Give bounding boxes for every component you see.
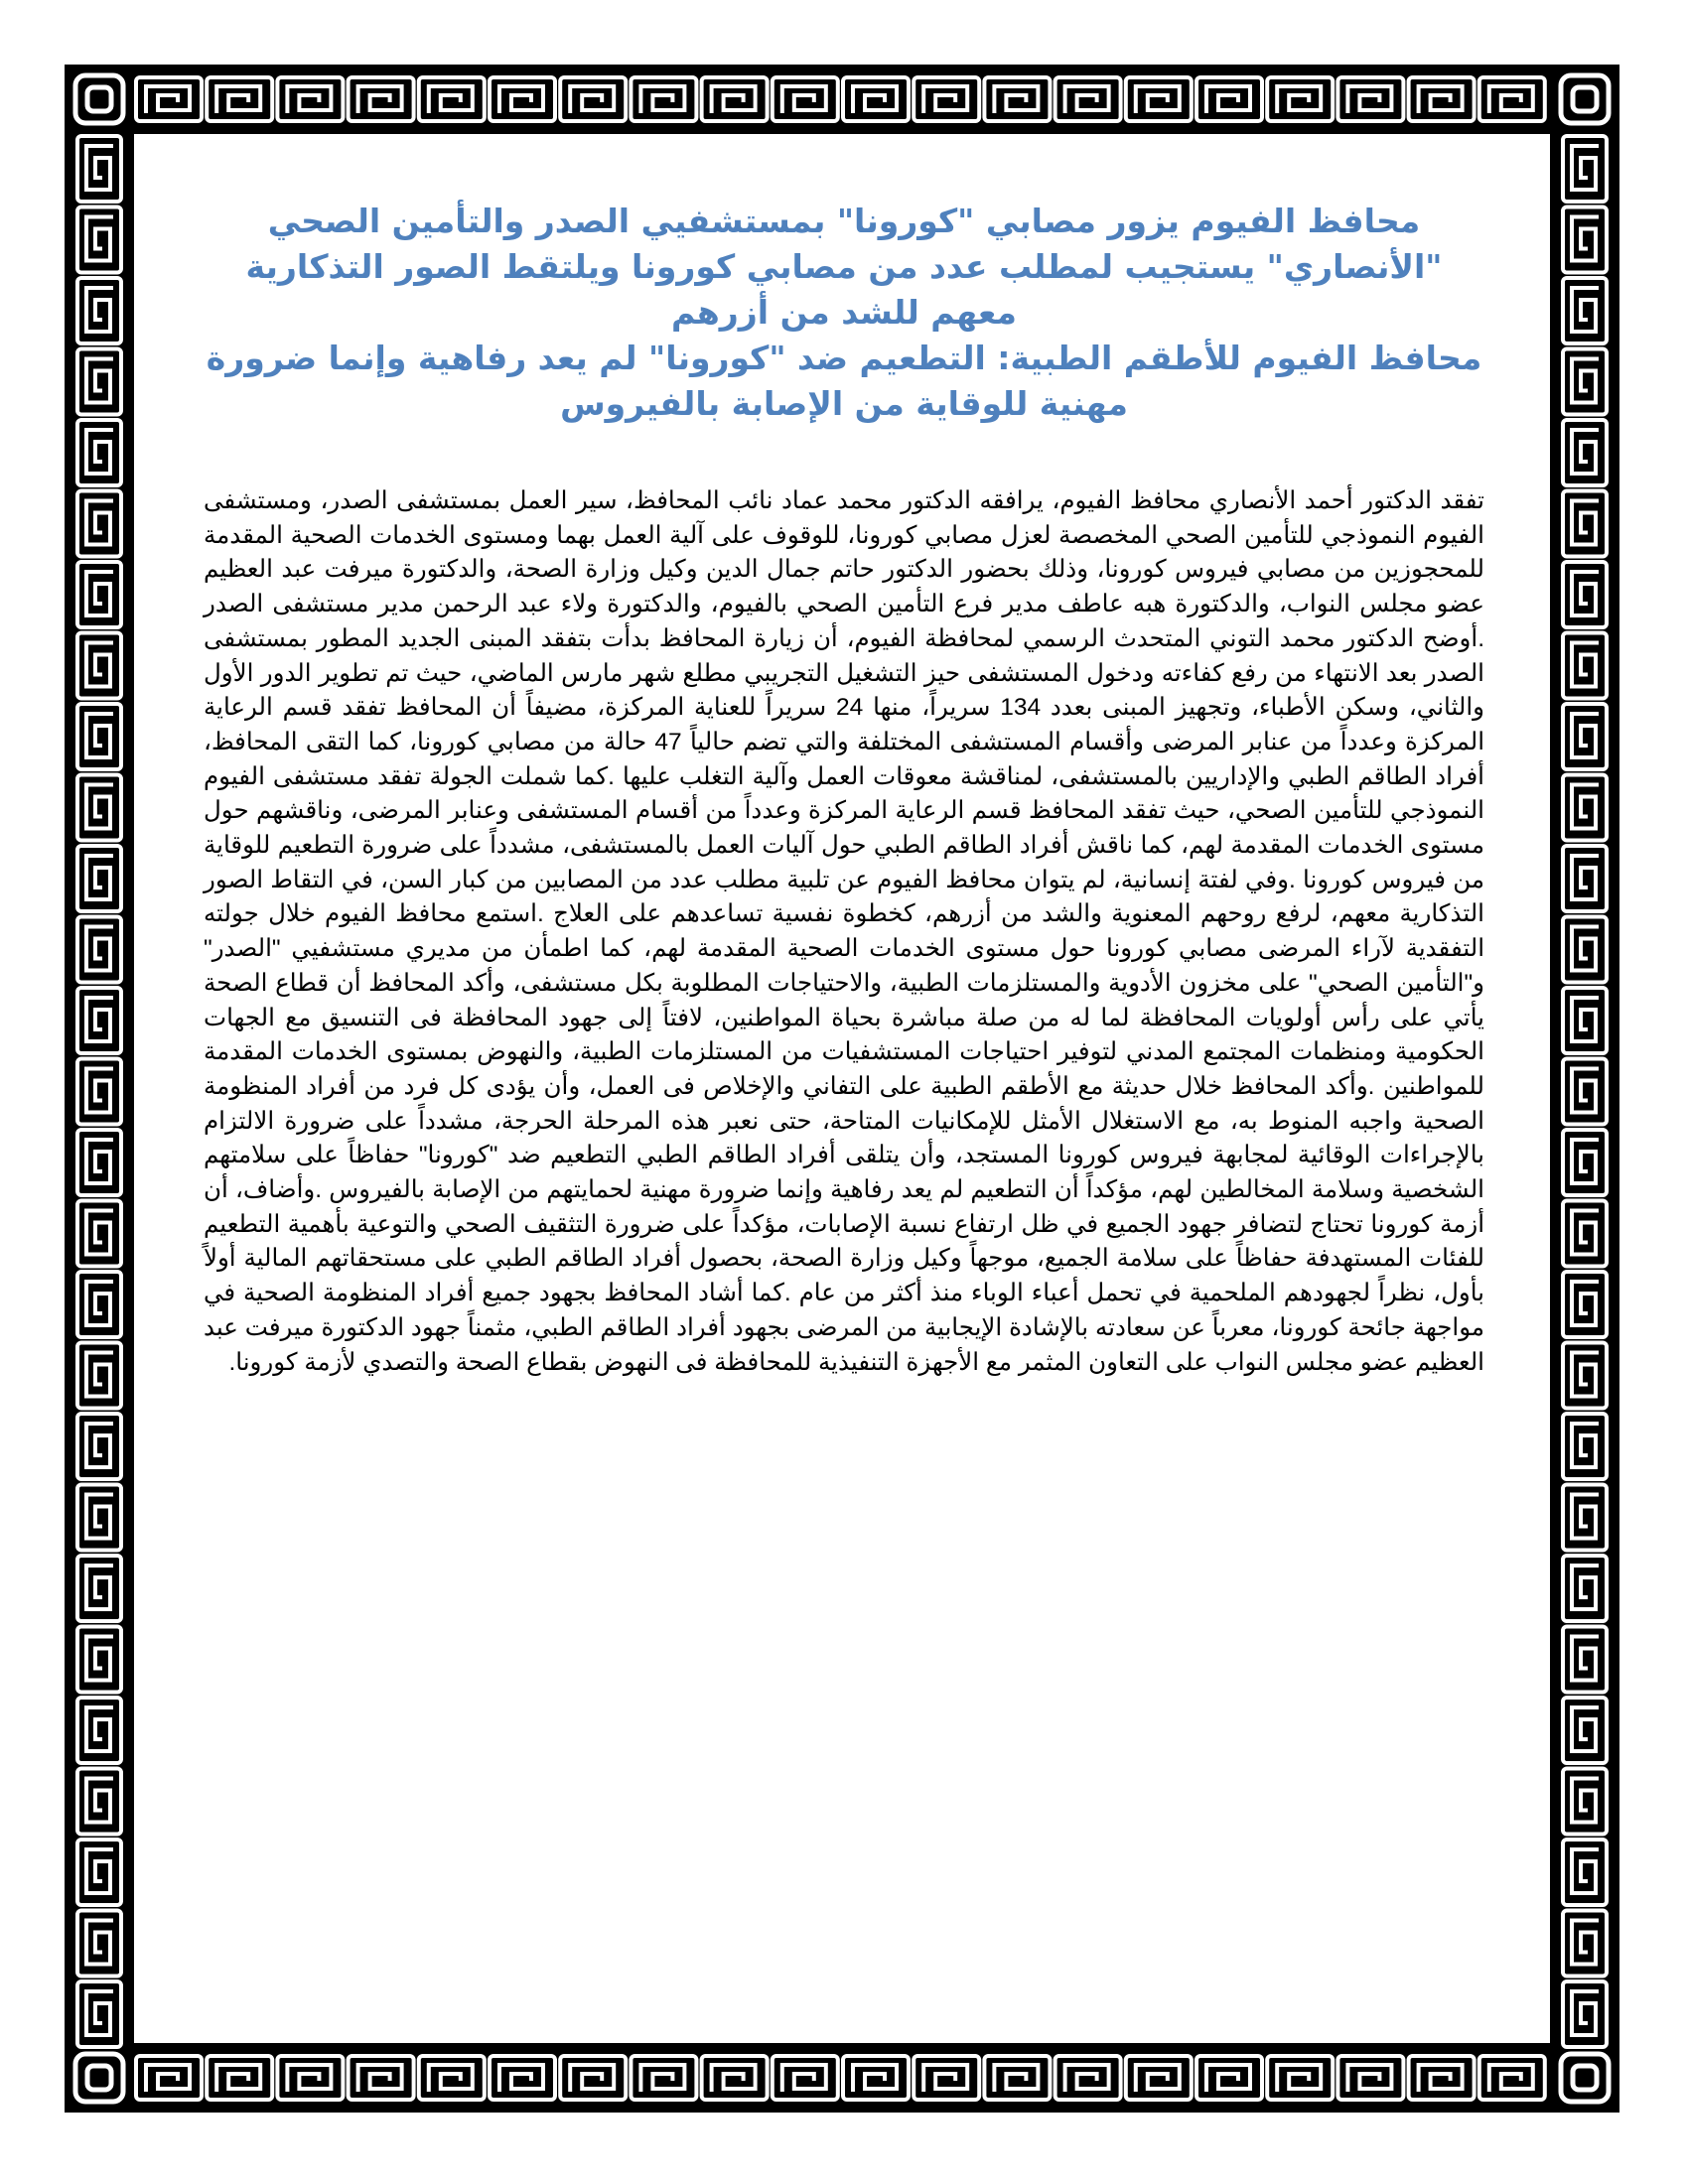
border-key-tile [1563,207,1607,273]
subheadline-line: مهنية للوقاية من الإصابة بالفيروس [560,384,1128,423]
border-key-tile [1337,2056,1403,2100]
border-key-tile [1563,1769,1607,1835]
border-key-tile [77,207,121,273]
border-key-tile [1196,2056,1262,2100]
article-body: تفقد الدكتور أحمد الأنصاري محافظ الفيوم، يرافقه الدكتور محمد عماد نائب المحافظ، سير العمل بمستشفى الصدر، ومستشفى الفيوم النموذجي للتأمين الصحي المخصصة لعزل مصابي كورونا، للوقوف على آلية العمل بهما ومستوى الخدمات الصحية المقدمة للمحجوزين من مصابي فيروس كورونا، وذلك بحضور الدكتور حاتم جمال الدين وكيل وزارة الصحة، والدكتورة ميرفت عبد العظيم عضو مجلس النواب، والدكتورة هبه عاطف مدير فرع التأمين الصحي بالفيوم، والدكتورة ولاء عبد الرحمن مدير مستشفى الصدر .أوضح الدكتور محمد التوني المتحدث الرسمي لمحافظة الفيوم، أن زيارة المحافظ بدأت بتفقد المبنى الجديد المطور بمستشفى الصدر بعد الانتهاء من رفع كفاءته ودخول المستشفى حيز التشغيل التجريبي مطلع شهر مارس الماضي، حيث تم تطوير الدور الأول والثاني، وسكن الأطباء، وتجهيز المبنى بعدد 134 سريراً، منها 24 سريراً للعناية المركزة، مضيفاً أن المحافظ تفقد قسم الرعاية المركزة وعدداً من عنابر المرضى وأقسام المستشفى المختلفة والتي تضم حالياً 47 حالة من مصابي كورونا، كما التقى المحافظ، أفراد الطاقم الطبي والإداريين بالمستشفى، لمناقشة معوقات العمل وآلية التغلب عليها .كما شملت الجولة تفقد مستشفى الفيوم النموذجي للتأمين الصحي، حيث تفقد المحافظ قسم الرعاية المركزة وعدداً من أقسام المستشفى وعنابر المرضى، وناقشهم حول مستوى الخدمات المقدمة لهم، كما ناقش أفراد الطاقم الطبي حول آليات العمل بالمستشفى، مشدداً على ضرورة التطعيم للوقاية من فيروس كورونا .وفي لفتة إنسانية، لم يتوان محافظ الفيوم عن تلبية مطلب عدد من المصابين من كبار السن، في التقاط الصور التذكارية معهم، لرفع روحهم المعنوية والشد من أزرهم، كخطوة نفسية تساعدهم على العلاج .استمع محافظ الفيوم خلال جولته التفقدية لآراء المرضى مصابي كورونا حول مستوى الخدمات الصحية المقدمة لهم، كما اطمأن من مديري مستشفيي "الصدر" و"التأمين الصحي" على مخزون الأدوية والمستلزمات الطبية، والاحتياجات المطلوبة بكل مستشفى، وأكد المحافظ أن قطاع الصحة يأتي على رأس أولويات المحافظة لما له من صلة مباشرة بحياة المواطنين، لافتاً إلى جهود المحافظة فى التنسيق مع الجهات الحكومية ومنظمات المجتمع المدني لتوفير احتياجات المستشفيات من المستلزمات الطبية، والنهوض بمستوى الخدمات المقدمة للمواطنين .وأكد المحافظ خلال حديثة مع الأطقم الطبية على التفاني والإخلاص فى العمل، وأن يؤدى كل فرد من أفراد المنظومة الصحية واجبه المنوط به، مع الاستغلال الأمثل للإمكانيات المتاحة، حتى نعبر هذه المرحلة الحرجة، مشدداً على ضرورة الالتزام بالإجراءات الوقائية لمجابهة فيروس كورونا المستجد، وأن يتلقى أفراد الطاقم الطبي التطعيم ضد "كورونا" حفاظاً على سلامتهم الشخصية وسلامة المخالطين لهم، مؤكداً أن التطعيم لم يعد رفاهية وإنما ضرورة مهنية لحمايتهم من الإصابة بالفيروس .وأضاف، أن أزمة كورونا تحتاج لتضافر جهود الجميع في ظل ارتفاع نسبة الإصابات، مؤكداً على ضرورة التثقيف الصحي والتوعية بأهمية التطعيم للفئات المستهدفة حفاظاً على سلامة الجميع، موجهاً وكيل وزارة الصحة، بحصول أفراد الطاقم الطبي على مستحقاتهم المالية أولاً بأول، نظراً لجهودهم الملحمية في تحمل أعباء الوباء منذ أكثر من عام .كما أشاد المحافظ بجهود جميع أفراد المنظومة الصحية في مواجهة جائحة كورونا، معرباً عن سعادته بالإشادة الإيجابية من المرضى بجهود أفراد الطاقم الطبي، مثمناً جهود الدكتورة ميرفت عبد العظيم عضو مجلس النواب على التعاون المثمر مع الأجهزة التنفيذية للمحافظة فى النهوض بقطاع الصحة والتصدي لأزمة كورونا. [204,487,1485,1376]
border-key-tile [1563,1414,1607,1479]
border-key-tile [1563,1840,1607,1905]
border-key-tile [77,1911,121,1977]
border-key-tile [77,633,121,699]
border-key-tile [1126,2056,1192,2100]
border-key-tile [136,2056,202,2100]
border-key-tile [1563,1981,1607,2047]
border-key-tile [490,77,555,121]
border-key-tile [1563,136,1607,202]
border-key-tile [77,1130,121,1195]
border-key-tile [77,1981,121,2047]
border-key-tile [1563,562,1607,627]
border-key-tile [1563,704,1607,769]
border-key-tile [843,2056,909,2100]
border-key-tile [77,136,121,202]
border-key-tile [77,1698,121,1763]
border-key-tile [1267,77,1333,121]
border-key-tile [1563,1201,1607,1267]
border-key-tile [77,846,121,911]
border-key-tile [702,2056,768,2100]
border-key-tile [1563,1556,1607,1621]
border-key-tile [560,77,626,121]
border-key-tile [984,2056,1050,2100]
border-key-tile [1563,349,1607,415]
headline-block [204,199,1484,427]
border-key-tile [277,2056,343,2100]
border-key-tile [1563,491,1607,557]
border-key-tile [1563,1698,1607,1763]
border-key-tile [1479,77,1545,121]
corner-ornament-bottom-left [75,2054,123,2102]
border-key-tile [77,1059,121,1125]
border-key-tile [1563,1130,1607,1195]
border-key-tile [1563,1911,1607,1977]
border-key-tile [77,562,121,627]
border-key-tile [914,2056,979,2100]
border-key-tile [77,1556,121,1621]
border-key-tile [77,1201,121,1267]
border-key-tile [914,77,979,121]
border-key-tile [1563,1059,1607,1125]
border-key-tile [1337,77,1403,121]
border-key-tile [77,1840,121,1905]
border-key-tile [77,278,121,343]
border-key-tile [773,2056,838,2100]
border-key-tile [1126,77,1192,121]
border-key-tile [984,77,1050,121]
border-key-tile [1055,2056,1121,2100]
border-key-tile [77,1627,121,1693]
border-key-tile [77,917,121,983]
border-key-tile [207,2056,272,2100]
corner-ornament-top-right [1561,75,1609,123]
border-key-tile [1563,917,1607,983]
headline-line: محافظ الفيوم يزور مصابي "كورونا" بمستشفيي الصدر والتأمين الصحي [267,202,1421,240]
corner-ornament-top-left [75,75,123,123]
border-key-tile [1563,278,1607,343]
border-key-tile [702,77,768,121]
subheadline-line: محافظ الفيوم للأطقم الطبية: التطعيم ضد "كورونا" لم يعد رفاهية وإنما ضرورة [206,339,1482,377]
border-key-tile [631,77,696,121]
border-key-tile [77,1272,121,1337]
border-key-tile [136,77,202,121]
border-key-tile [349,2056,414,2100]
border-key-tile [1563,420,1607,485]
border-key-tile [419,2056,485,2100]
border-key-tile [77,1343,121,1409]
border-key-tile [77,420,121,485]
border-key-tile [1563,1485,1607,1551]
border-key-tile [419,77,485,121]
border-key-tile [1563,633,1607,699]
border-key-tile [1409,2056,1475,2100]
border-key-tile [843,77,909,121]
border-key-tile [77,775,121,841]
border-key-tile [1409,77,1475,121]
border-key-tile [1563,846,1607,911]
border-key-tile [1563,775,1607,841]
border-key-tile [1563,1343,1607,1409]
headline-line: "الأنصاري" يستجيب لمطلب عدد من مصابي كورونا ويلتقط الصور التذكارية [245,247,1443,286]
border-key-tile [77,1414,121,1479]
border-key-tile [277,77,343,121]
border-key-tile [77,988,121,1053]
border-key-tile [1267,2056,1333,2100]
border-key-tile [1055,77,1121,121]
border-key-tile [1479,2056,1545,2100]
headline-line: معهم للشد من أزرهم [671,293,1017,332]
border-key-tile [490,2056,555,2100]
border-key-tile [77,704,121,769]
border-key-tile [77,491,121,557]
border-key-tile [1563,1627,1607,1693]
border-key-tile [77,349,121,415]
border-key-tile [773,77,838,121]
border-key-tile [207,77,272,121]
border-key-tile [631,2056,696,2100]
border-key-tile [1563,1272,1607,1337]
border-key-tile [349,77,414,121]
border-key-tile [77,1769,121,1835]
border-key-tile [77,1485,121,1551]
border-key-tile [1196,77,1262,121]
border-key-tile [560,2056,626,2100]
corner-ornament-bottom-right [1561,2054,1609,2102]
border-key-tile [1563,988,1607,1053]
